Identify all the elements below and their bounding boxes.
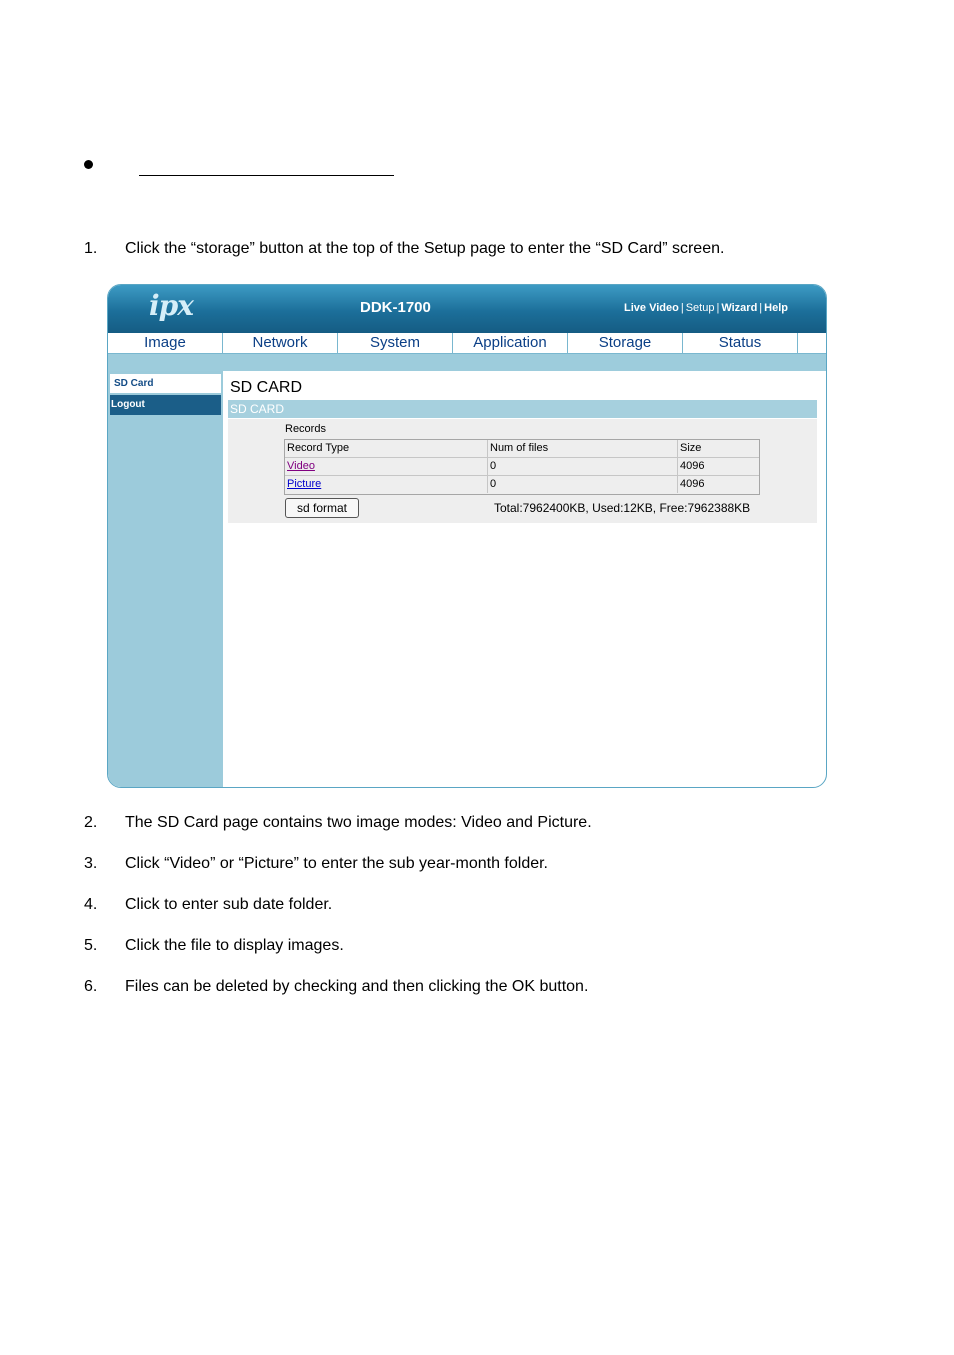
- step-4: [84, 895, 332, 915]
- tab-status[interactable]: Status: [683, 333, 798, 353]
- tab-storage[interactable]: Storage: [568, 333, 683, 353]
- brand-logo: ipx: [149, 289, 193, 322]
- live-video-link[interactable]: Live Video: [624, 302, 679, 314]
- tab-application[interactable]: Application: [453, 333, 568, 353]
- sidebar: [108, 371, 223, 787]
- setup-link[interactable]: Setup: [685, 302, 715, 314]
- header-num-files: Num of files: [488, 440, 678, 457]
- storage-usage-text: Total:7962400KB, Used:12KB, Free:7962388KB: [494, 501, 751, 515]
- model-name: DDK-1700: [360, 299, 431, 316]
- step-number: 1.: [84, 240, 98, 257]
- header-record-type: Record Type: [285, 440, 488, 457]
- num-files-cell: 0: [488, 476, 678, 493]
- record-type-cell: [285, 476, 488, 493]
- step-number: 6.: [84, 978, 98, 995]
- wizard-link[interactable]: Wizard: [721, 302, 758, 314]
- step-number: 4.: [84, 896, 98, 913]
- main-nav: [108, 333, 826, 354]
- help-link[interactable]: Help: [764, 302, 788, 314]
- tab-image[interactable]: Image: [108, 333, 223, 353]
- sd-format-button[interactable]: sd format: [285, 498, 359, 518]
- section-header: SD CARD: [228, 400, 817, 418]
- table-row: [285, 476, 759, 494]
- tab-system[interactable]: System: [338, 333, 453, 353]
- heading-underline: [139, 175, 394, 176]
- nav-divider-strip: [108, 354, 826, 371]
- step-1: [84, 239, 724, 259]
- top-links: [624, 302, 788, 314]
- video-link[interactable]: Video: [287, 460, 315, 472]
- table-row: [285, 458, 759, 476]
- step-text: Click the “storage” button at the top of the Setup page to enter the “SD Card” screen.: [125, 240, 725, 257]
- step-number: 2.: [84, 814, 98, 831]
- step-text: Files can be deleted by checking and then clicking the OK button.: [125, 978, 589, 995]
- size-cell: 4096: [680, 478, 705, 490]
- step-number: 3.: [84, 855, 98, 872]
- step-number: 5.: [84, 937, 98, 954]
- picture-link[interactable]: Picture: [287, 478, 322, 490]
- link-separator: |: [680, 302, 684, 314]
- setup-screenshot: [107, 284, 827, 788]
- sidebar-item-logout[interactable]: Logout: [110, 395, 221, 415]
- records-label: Records: [285, 423, 326, 435]
- record-type-cell: [285, 458, 488, 475]
- sidebar-item-sd-card[interactable]: SD Card: [110, 374, 221, 393]
- step-text: Click to enter sub date folder.: [125, 896, 333, 913]
- records-panel: [228, 419, 817, 523]
- step-3: [84, 854, 548, 874]
- tab-network[interactable]: Network: [223, 333, 338, 353]
- header-bar: [108, 285, 826, 333]
- step-text: Click the file to display images.: [125, 937, 344, 954]
- step-5: [84, 936, 344, 956]
- link-separator: |: [716, 302, 720, 314]
- page-title: SD CARD: [230, 379, 303, 396]
- table-header-row: [285, 440, 759, 458]
- step-6: [84, 977, 588, 997]
- bullet-point: [84, 160, 93, 169]
- num-files-cell: 0: [488, 458, 678, 475]
- step-2: [84, 813, 592, 833]
- size-cell: 4096: [680, 460, 705, 472]
- link-separator: |: [759, 302, 763, 314]
- records-table: [284, 439, 760, 495]
- step-text: The SD Card page contains two image modes: Video and Picture.: [125, 814, 592, 831]
- step-text: Click “Video” or “Picture” to enter the sub year-month folder.: [125, 855, 548, 872]
- header-size: Size: [680, 442, 702, 454]
